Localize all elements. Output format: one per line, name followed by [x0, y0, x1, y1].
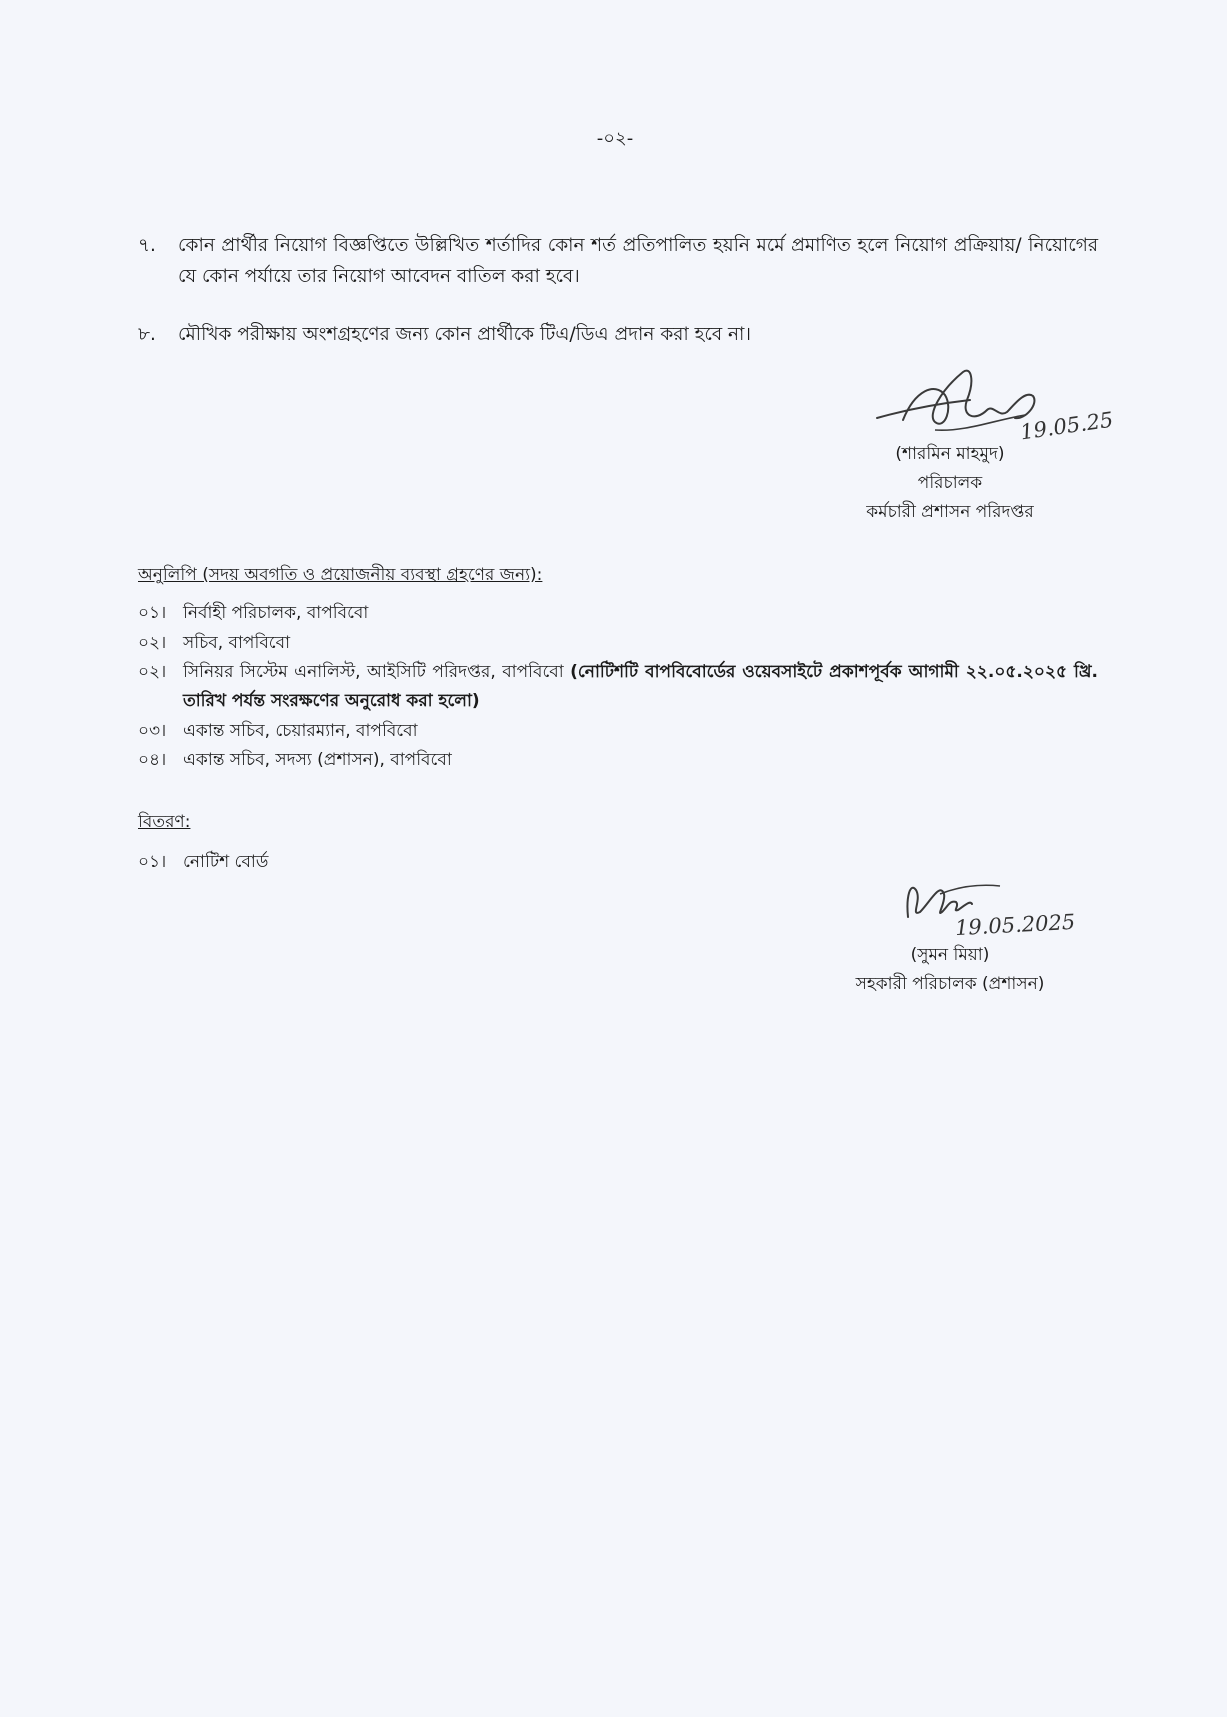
signature-1-date: 19.05.25 — [1018, 407, 1115, 445]
copy-list-text-wrapper — [183, 658, 1098, 716]
copy-list-number: ০১। — [138, 603, 167, 623]
signatory-2-block — [830, 941, 1070, 999]
signatory-1-block — [830, 440, 1070, 527]
copy-list-item — [138, 746, 1098, 776]
copy-list-item — [138, 658, 1098, 718]
copy-list-number: ০২। — [138, 633, 167, 653]
copy-list-number: ০৪। — [138, 750, 167, 770]
copy-list-number: ০৩। — [138, 721, 167, 741]
signatory-1-designation: পরিচালক — [917, 473, 983, 493]
signatory-1-office: কর্মচারী প্রশাসন পরিদপ্তর — [866, 502, 1034, 522]
copy-list-text: সচিব, বাপবিবো — [183, 633, 291, 653]
condition-number: ৭. — [138, 235, 156, 256]
distribution-list-item — [138, 848, 638, 878]
copy-list-item — [138, 629, 1098, 659]
copy-list-text: সিনিয়র সিস্টেম এনালিস্ট, আইসিটি পরিদপ্তর, বাপবিবো — [183, 662, 564, 682]
signature-2-date: 19.05.2025 — [954, 909, 1076, 941]
signatory-2-designation: সহকারী পরিচালক (প্রশাসন) — [855, 974, 1045, 994]
page-number: -০২- — [596, 128, 634, 149]
copy-list-text: একান্ত সচিব, চেয়ারম্যান, বাপবিবো — [183, 721, 418, 741]
copy-list-note: (নোটিশটি বাপবিবোর্ডের ওয়েবসাইটে প্রকাশপূর্বক আগামী ২২.০৫.২০২৫ খ্রি. তারিখ পর্যন্ত সংরক্ষণের অনুরোধ করা হলো) — [183, 662, 1098, 711]
copy-list-text: একান্ত সচিব, সদস্য (প্রশাসন), বাপবিবো — [183, 750, 452, 770]
condition-number: ৮. — [138, 324, 156, 345]
distribution-heading: বিতরণ: — [138, 812, 191, 832]
condition-item — [138, 230, 1098, 294]
signatory-2-name: (সুমন মিয়া) — [910, 945, 990, 965]
condition-text: কোন প্রার্থীর নিয়োগ বিজ্ঞপ্তিতে উল্লিখিত শর্তাদির কোন শর্ত প্রতিপালিত হয়নি মর্মে প্রমাণিত হলে নিয়োগ প্রক্রিয়ায়/ নিয়োগের যে কোন পর্যায়ে তার নিয়োগ আবেদন বাতিল করা হবে। — [178, 235, 1098, 287]
condition-text: মৌখিক পরীক্ষায় অংশগ্রহণের জন্য কোন প্রার্থীকে টিএ/ডিএ প্রদান করা হবে না। — [178, 324, 752, 345]
copy-list-item — [138, 599, 1098, 629]
distribution-list-text: নোটিশ বোর্ড — [183, 852, 269, 872]
signatory-1-name: (শারমিন মাহমুদ) — [895, 444, 1005, 464]
copy-list-item — [138, 717, 1098, 747]
copy-list-number: ০২। — [138, 662, 167, 682]
distribution-list-number: ০১। — [138, 852, 167, 872]
condition-item — [138, 319, 1098, 351]
copy-heading: অনুলিপি (সদয় অবগতি ও প্রয়োজনীয় ব্যবস্থা গ্রহণের জন্য): — [138, 565, 543, 585]
copy-list-text: নির্বাহী পরিচালক, বাপবিবো — [183, 603, 369, 623]
